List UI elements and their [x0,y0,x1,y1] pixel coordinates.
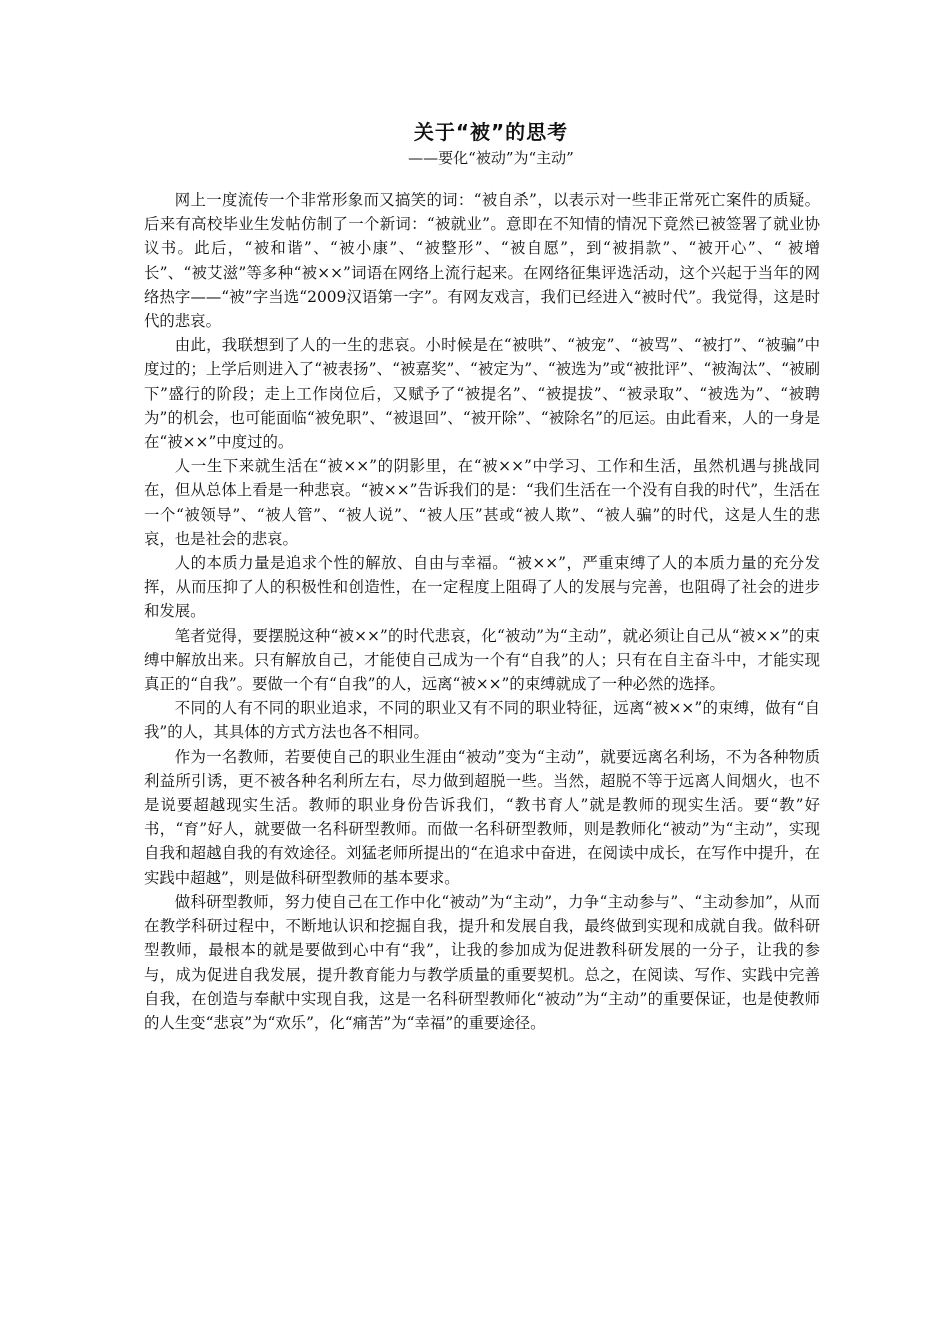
document-subtitle: ——要化“被动”为“主动” [408,149,574,167]
paragraph-2: 由此，我联想到了人的一生的悲哀。小时候是在“被哄”、“被宠”、“被骂”、“被打”、“被骗”中度过的；上学后则进入了“被表扬”、“被嘉奖”、“被定为”、“被选为”或“被批评”、“被淘汰”、“被刷下”盛行的阶段；走上工作岗位后，又赋予了“被提名”、“被提拔”、“被录取”、“被选为”、“被聘为”的机会，也可能面临“被免职”、“被退回”、“被开除”、“被除名”的厄运。由此看来，人的一身是在“被××”中度过的。 [144,336,820,452]
document-body [144,188,820,1035]
paragraph-8: 做科研型教师，努力使自己在工作中化“被动”为“主动”，力争“主动参与”、“主动参加”，从而在教学科研过程中，不断地认识和挖掘自我，提升和发展自我，最终做到实现和成就自我。做科研型教师，最根本的就是要做到心中有“我”，让我的参加成为促进教科研发展的一分子，让我的参与，成为促进自我发展，提升教育能力与教学质量的重要契机。总之，在阅读、写作、实践中完善自我，在创造与奉献中实现自我，这是一名科研型教师化“被动”为“主动”的重要保证，也是使教师的人生变“悲哀”为“欢乐”，化“痛苦”为“幸福”的重要途径。 [144,892,820,1032]
paragraph-4: 人的本质力量是追求个性的解放、自由与幸福。“被××”，严重束缚了人的本质力量的充分发挥，从而压抑了人的积极性和创造性，在一定程度上阻碍了人的发展与完善，也阻碍了社会的进步和发展。 [144,554,820,621]
document-title: 关于“被”的思考 [413,120,569,144]
paragraph-7: 作为一名教师，若要使自己的职业生涯由“被动”变为“主动”，就要远离名利场，不为各种物质利益所引诱，更不被各种名利所左右，尽力做到超脱一些。当然，超脱不等于远离人间烟火，也不是说要超越现实生活。教师的职业身份告诉我们，“教书育人”就是教师的现实生活。要“教”好书，“育”好人，就要做一名科研型教师。而做一名科研型教师，则是教师化“被动”为“主动”，实现自我和超越自我的有效途径。刘猛老师所提出的“在追求中奋进，在阅读中成长，在写作中提升，在实践中超越”，则是做科研型教师的基本要求。 [144,747,820,887]
paragraph-3: 人一生下来就生活在“被××”的阴影里，在“被××”中学习、工作和生活，虽然机遇与挑战同在，但从总体上看是一种悲哀。“被××”告诉我们的是：“我们生活在一个没有自我的时代”，生活在一个“被领导”、“被人管”、“被人说”、“被人压”甚或“被人欺”、“被人骗”的时代，这是人生的悲哀，也是社会的悲哀。 [144,457,820,548]
paragraph-5: 笔者觉得，要摆脱这种“被××”的时代悲哀，化“被动”为“主动”，就必须让自己从“被××”的束缚中解放出来。只有解放自己，才能使自己成为一个有“自我”的人；只有在自主奋斗中，才能实现真正的“自我”。要做一个有“自我”的人，远离“被××”的束缚就成了一种必然的选择。 [144,626,820,694]
paragraph-1: 网上一度流传一个非常形象而又搞笑的词：“被自杀”，以表示对一些非正常死亡案件的质疑。后来有高校毕业生发帖仿制了一个新词：“被就业”。意即在不知情的情况下竟然已被签署了就业协议书。此后，“被和谐”、“被小康”、“被整形”、“被自愿”，到“被捐款”、“被开心”、“ 被增长”、“被艾滋”等多种“被××”词语在网络上流行起来。在网络征集评选活动，这个兴起于当年的网络热字——“被”字当选“2009汉语第一字”。有网友戏言，我们已经进入“被时代”。我觉得，这是时代的悲哀。 [144,191,820,331]
paragraph-6: 不同的人有不同的职业追求，不同的职业又有不同的职业特征，远离“被××”的束缚，做有“自我”的人，其具体的方式方法也各不相同。 [144,699,820,742]
document-page [144,118,820,1035]
